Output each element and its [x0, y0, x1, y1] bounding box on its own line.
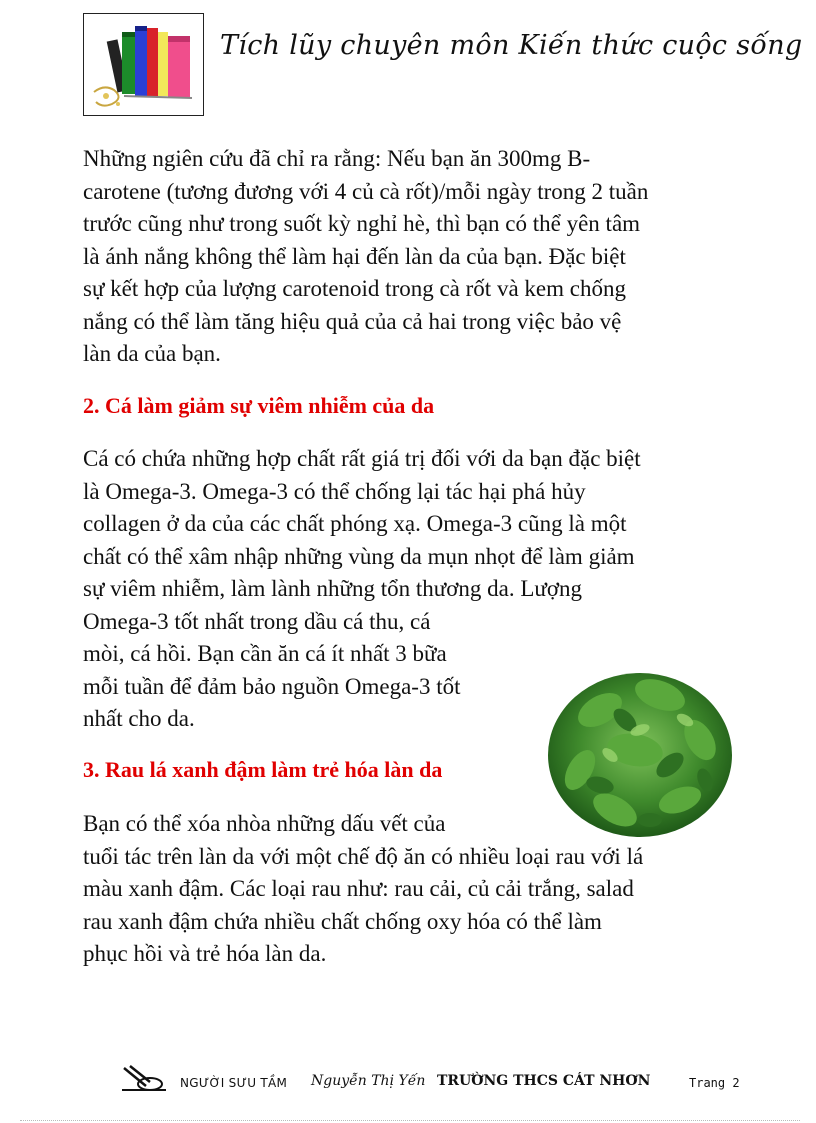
text-line: phục hồi và trẻ hóa làn da. — [83, 941, 327, 966]
text-line: Những ngiên cứu đã chỉ ra rằng: Nếu bạn ăn 300mg B- — [83, 146, 591, 171]
text-line: Omega-3 tốt nhất trong dầu cá thu, cá — [83, 608, 431, 634]
text-line: trước cũng như trong suốt kỳ nghỉ hè, thì bạn có thể yên tâm — [83, 211, 641, 236]
footer-divider — [20, 1120, 800, 1121]
text-line: mòi, cá hồi. Bạn cần ăn cá ít nhất 3 bữa — [83, 641, 447, 666]
footer-page-number: Trang 2 — [689, 1076, 740, 1090]
text-line: nắng có thể làm tăng hiệu quả của cả hai trong việc bảo vệ — [83, 308, 622, 334]
text-line: sự kết hợp của lượng carotenoid trong cà rốt và kem chống — [83, 276, 626, 301]
text-line: làn da của bạn. — [83, 341, 221, 366]
text-line: nhất cho da. — [83, 706, 195, 731]
footer-author: Nguyễn Thị Yến — [311, 1073, 426, 1089]
books-icon — [84, 14, 203, 115]
text-line: tuổi tác trên làn da với một chế độ ăn có nhiều loại rau với lá — [83, 843, 644, 869]
text-line: collagen ở da của các chất phóng xạ. Omega-3 cũng là một — [83, 511, 627, 536]
paragraph-leafy-greens — [83, 808, 743, 971]
text-line: rau xanh đậm chứa nhiều chất chống oxy hóa có thể làm — [83, 908, 602, 934]
text-line: sự viêm nhiễm, làm lành những tổn thương da. Lượng — [83, 576, 582, 601]
footer-collector-label: NGƯỜI SƯU TẦM — [180, 1076, 288, 1090]
paragraph-beta-carotene — [83, 143, 743, 371]
heading-fish: 2. Cá làm giảm sự viêm nhiễm của da — [83, 393, 435, 418]
heading-leafy-greens: 3. Rau lá xanh đậm làm trẻ hóa làn da — [83, 757, 443, 782]
text-line: chất có thể xâm nhập những vùng da mụn nhọt để làm giảm — [83, 543, 635, 569]
text-line: là ánh nắng không thể làm hại đến làn da của bạn. Đặc biệt — [83, 243, 626, 269]
header-logo — [83, 13, 204, 116]
text-line: Bạn có thể xóa nhòa những dấu vết của — [83, 811, 446, 836]
page-header-title: Tích lũy chuyên môn Kiến thức cuộc sống — [220, 30, 803, 61]
footer-school: TRƯỜNG THCS CÁT NHƠN — [437, 1073, 651, 1089]
text-line: là Omega-3. Omega-3 có thể chống lại tác hại phá hủy — [83, 478, 586, 504]
text-line: Cá có chứa những hợp chất rất giá trị đối với da bạn đặc biệt — [83, 446, 641, 471]
text-line: carotene (tương đương với 4 củ cà rốt)/mỗi ngày trong 2 tuần — [83, 178, 649, 204]
text-line: mỗi tuần để đảm bảo nguồn Omega-3 tốt — [83, 673, 461, 699]
text-line: màu xanh đậm. Các loại rau như: rau cải, củ cải trắng, salad — [83, 876, 634, 901]
page-footer — [0, 1073, 816, 1097]
